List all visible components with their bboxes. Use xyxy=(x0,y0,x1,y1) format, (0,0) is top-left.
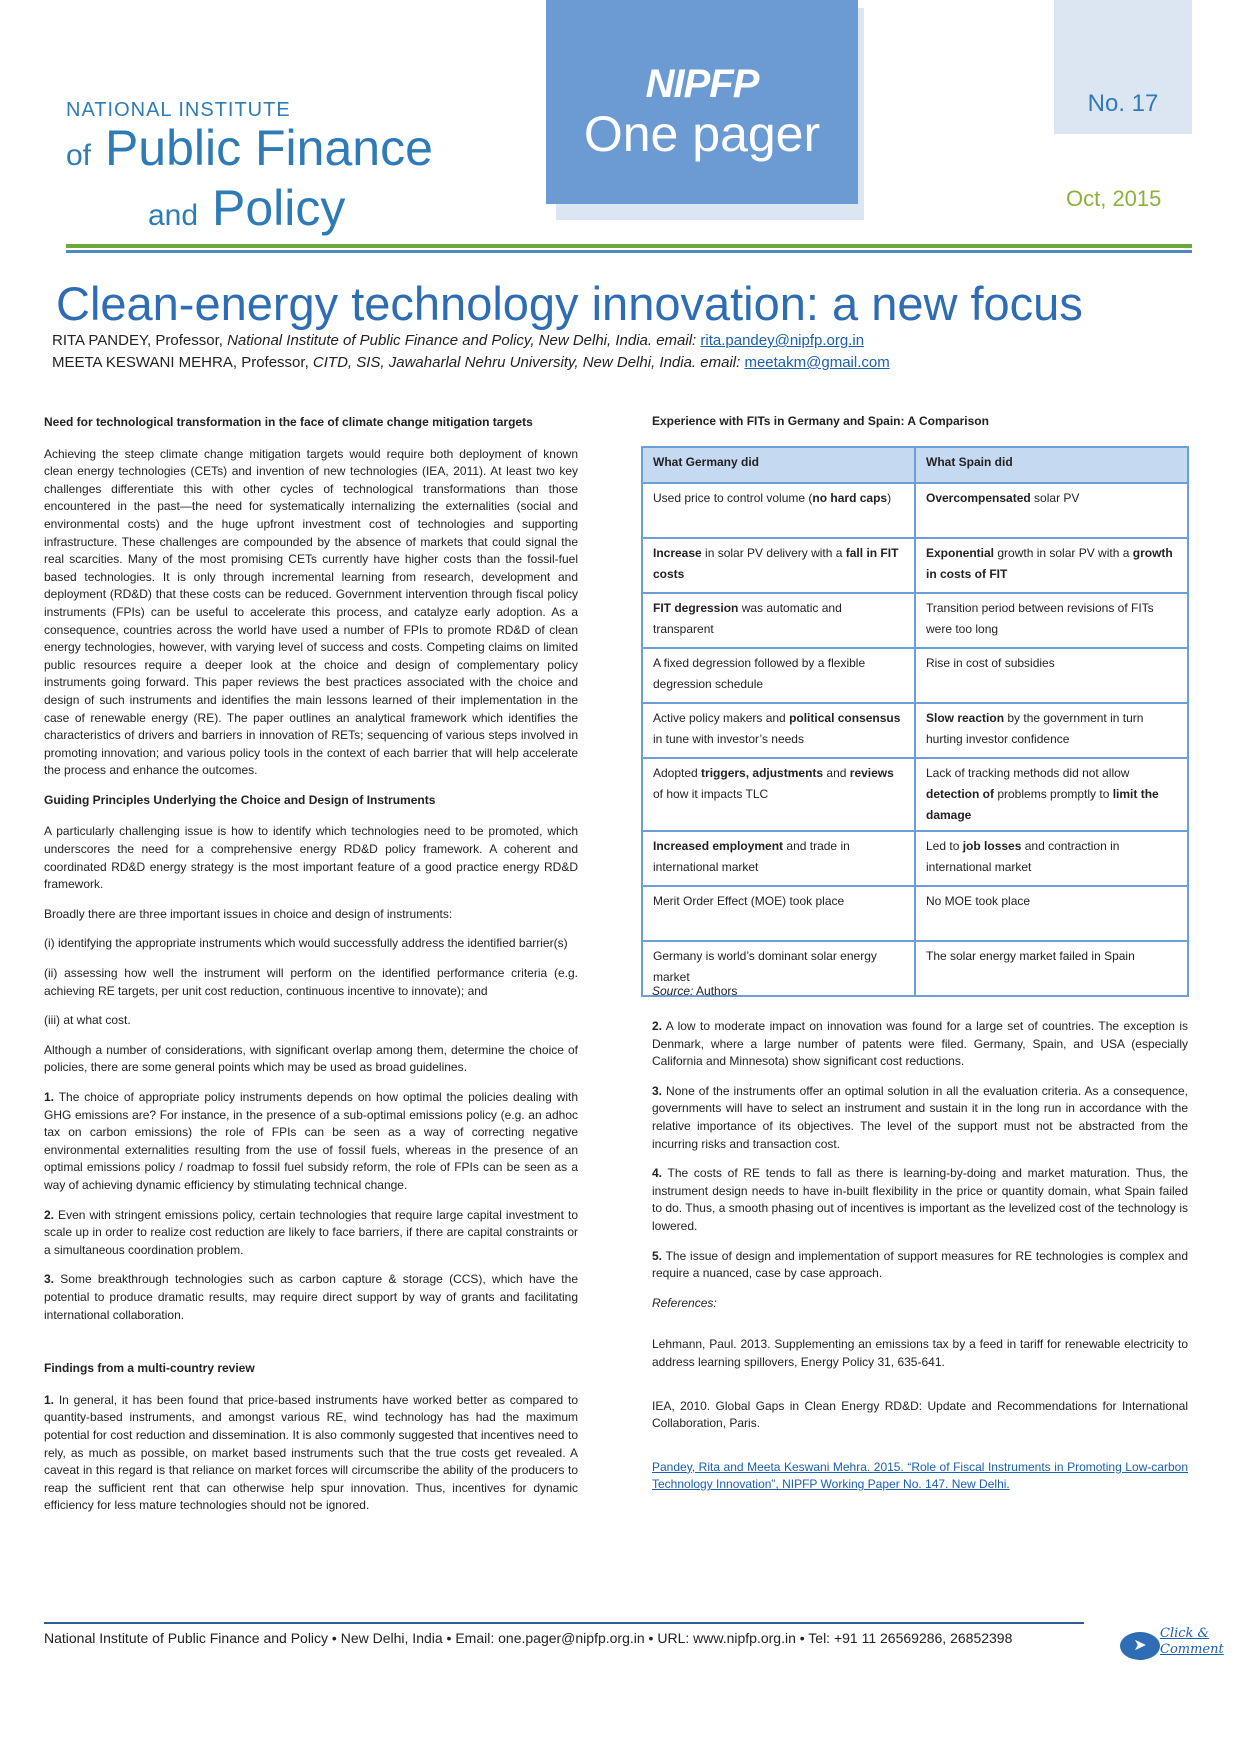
paragraph: A particularly challenging issue is how to identify which technologies need to be promoted, which underscores the need for a comprehensive energy RD&D policy framework. A coherent and coordinated RD&D energy strategy is the most important feature of a good practice energy RD&D framework. xyxy=(44,824,578,892)
cell-germany: Active policy makers and political consensus in tune with investor’s needs xyxy=(642,703,915,758)
issue-date: Oct, 2015 xyxy=(1066,186,1162,211)
cell-spain: The solar energy market failed in Spain xyxy=(915,941,1188,996)
cell-spain: Transition period between revisions of FITs were too long xyxy=(915,593,1188,648)
section-heading: Findings from a multi-country review xyxy=(44,1361,255,1376)
cell-spain: Overcompensated solar PV xyxy=(915,483,1188,538)
paragraph: (ii) assessing how well the instrument will perform on the identified performance criteria (e.g. achieving RE targets, per unit cost reduction, continuous incentive to innovate); and xyxy=(44,966,578,998)
author-email-link[interactable]: meetakm@gmail.com xyxy=(744,354,890,371)
numbered-point: 3. Some breakthrough technologies such as carbon capture & storage (CCS), which have the potential to produce dramatic results, may require direct support by way of grants and facilitating international collaboration. xyxy=(44,1272,578,1322)
section-heading: Need for technological transformation in the face of climate change mitigation targets xyxy=(44,415,533,429)
paragraph: (iii) at what cost. xyxy=(44,1013,131,1028)
cell-spain: Led to job losses and contraction in international market xyxy=(915,831,1188,886)
numbered-point: 2. A low to moderate impact on innovation was found for a large set of countries. The exception is Denmark, where a large number of patents were filed. Germany, Spain, and USA (especially California and Minnesota) show significant cost reductions. xyxy=(652,1019,1188,1069)
institute-line1: NATIONAL INSTITUTE xyxy=(66,99,291,121)
cell-germany: Germany is world’s dominant solar energy market xyxy=(642,941,915,996)
cell-germany: FIT degression was automatic and transparent xyxy=(642,593,915,648)
paragraph: (i) identifying the appropriate instruments which would successfully address the identified barrier(s) xyxy=(44,936,568,951)
cell-germany: Increased employment and trade in international market xyxy=(642,831,915,886)
cell-spain: Rise in cost of subsidies xyxy=(915,648,1188,703)
issue-number-box xyxy=(1054,0,1192,134)
table-row xyxy=(642,703,1188,758)
author-email-link[interactable]: rita.pandey@nipfp.org.in xyxy=(700,332,865,349)
numbered-point: 1. The choice of appropriate policy instruments depends on how optimal the policies dealing with GHG emissions are? For instance, in the presence of a sub-optimal emissions policy (e.g. an adhoc tax on carbon emissions) the role of FPIs can be seen as a way of correcting negative environmental externalities resulting from the use of fossil fuels, whereas in the presence of an optimal emissions policy / roadmap to fossil fuel subsidy reform, the role of FPIs can be seen as a way of achieving dynamic efficiency by stimulating technical change. xyxy=(44,1090,578,1192)
numbered-point: 4. The costs of RE tends to fall as there is learning-by-doing and market maturation. Thus, the instrument design needs to have in-built flexibility in the price or quantity domain, what Spain failed to do. Thus, a smooth phasing out of incentives is important as the levelized cost of the technology is lowered. xyxy=(652,1166,1188,1233)
numbered-point: 1. In general, it has been found that price-based instruments have worked better as compared to quantity-based instruments, and amongst various RE, wind technology has had the maximum potential for cost reduction and dissemination. It is also commonly suggested that incentives need to rely, as much as possible, on market based instruments such that the true costs get revealed. A caveat in this regard is that reliance on market forces will circumscribe the ability of the producers to reap the sufficient rent that can otherwise help spur innovation. Thus, incentives for dynamic efficiency for less mature technologies should not be ignored. xyxy=(44,1392,578,1513)
issue-number: No. 17 xyxy=(1087,90,1159,117)
cell-spain: No MOE took place xyxy=(915,886,1188,941)
left-column xyxy=(44,414,578,1527)
table-row xyxy=(642,538,1188,593)
section-heading: Guiding Principles Underlying the Choice and Design of Instruments xyxy=(44,792,436,807)
footer-contact: National Institute of Public Finance and Policy • New Delhi, India • Email: one.pager@nipfp.org.in • URL: www.nipfp.org.in • Tel: +91 11 26569286, 26852398 xyxy=(44,1630,1013,1646)
header-rule-green xyxy=(66,244,1192,248)
numbered-point: 2. Even with stringent emissions policy, certain technologies that require large capital investment to scale up in order to realize cost reduction are likely to face barriers, if there are capital constraints or a simultaneous coordination problem. xyxy=(44,1207,578,1257)
table-source: Source: Authors xyxy=(652,984,738,998)
table-row xyxy=(642,758,1188,831)
column-header-spain: What Spain did xyxy=(915,447,1188,483)
numbered-point: 5. The issue of design and implementation of support measures for RE technologies is complex and require a nuanced, case by case approach. xyxy=(652,1248,1188,1281)
reference-link-paragraph xyxy=(652,1459,1188,1494)
reference: IEA, 2010. Global Gaps in Clean Energy RD&D: Update and Recommendations for International Collaboration, Paris. xyxy=(652,1398,1188,1431)
fit-comparison-table xyxy=(641,446,1189,997)
paragraph: Although a number of considerations, with significant overlap among them, determine the choice of policies, there are some general points which may be used as broad guidelines. xyxy=(44,1042,578,1075)
one-pager-banner xyxy=(546,0,858,204)
table-row xyxy=(642,483,1188,538)
cell-spain: Exponential growth in solar PV with a growth in costs of FIT xyxy=(915,538,1188,593)
cell-spain: Lack of tracking methods did not allow detection of problems promptly to limit the damage xyxy=(915,758,1188,831)
institute-logo xyxy=(66,98,433,242)
paragraph: Achieving the steep climate change mitigation targets would require both deployment of known clean energy technologies (CETs) and invention of new technologies (IEA, 2011). At least two key challenges differentiate this with other cycles of technological transformations than those encountered in the past—the need for systematically internalizing the externalities (social and environmental costs) and the huge upfront investment cost of technologies and supporting infrastructure. These challenges are compounded by the absence of markets that could signal the real scarcities. Many of the most promising CETs currently have higher costs than the fossil-fuel based technologies. It is only through incremental learning from research, development and deployment (RD&D) that these costs can be reduced. Government intervention through fiscal policy instruments (FPIs) can be useful to accelerate this process, and catalyze early adoption. As a consequence, countries across the world have used a number of FPIs to promote RD&D of clean energy technologies, however, with varying level of success and costs. Competing claims on limited public resources require a deeper look at the choice and design of complementary policy instruments going forward. This paper reviews the best practices associated with the choice and design of such instruments and identifies the main lessons learned of their implementation in the case of renewable energy (RE). The paper outlines an analytical framework which identifies the characteristics of drivers and barriers in innovation of RETs; sequencing of various steps involved in promoting innovation; and various policy tools in the context of each barrier that will help accelerate the process and enhance the outcomes. xyxy=(44,446,578,778)
cell-spain: Slow reaction by the government in turn hurting investor confidence xyxy=(915,703,1188,758)
paragraph: Broadly there are three important issues in choice and design of instruments: xyxy=(44,906,453,921)
author-line: MEETA KESWANI MEHRA, Professor, CITD, SIS, Jawaharlal Nehru University, New Delhi, India. email: meetakm@gmail.com xyxy=(52,354,890,371)
series-title: One pager xyxy=(583,106,821,162)
table-row xyxy=(642,593,1188,648)
cell-germany: Increase in solar PV delivery with a fall in FIT costs xyxy=(642,538,915,593)
table-row xyxy=(642,831,1188,886)
footer-rule xyxy=(44,1622,1084,1624)
cell-germany: Adopted triggers, adjustments and reviews of how it impacts TLC xyxy=(642,758,915,831)
cell-germany: Used price to control volume (no hard caps) xyxy=(642,483,915,538)
click-comment-link[interactable]: Click & Comment xyxy=(1160,1626,1224,1657)
author-line: RITA PANDEY, Professor, National Institute of Public Finance and Policy, New Delhi, India. email: rita.pandey@nipfp.org.in xyxy=(52,332,865,349)
page-title: Clean-energy technology innovation: a new focus xyxy=(56,277,1083,330)
reference: Lehmann, Paul. 2013. Supplementing an emissions tax by a feed in tariff for renewable electricity to address learning spillovers, Energy Policy 31, 635-641. xyxy=(652,1337,1188,1369)
table-row xyxy=(642,648,1188,703)
reference-link[interactable]: Pandey, Rita and Meeta Keswani Mehra. 2015. “Role of Fiscal Instruments in Promoting Low-carbon Technology Innovation”, NIPFP Working Paper No. 147. New Delhi. xyxy=(652,1459,1188,1492)
table-header-row xyxy=(642,447,1188,483)
numbered-point: 3. None of the instruments offer an optimal solution in all the evaluation criteria. As a consequence, governments will have to select an instrument and sustain it in the long run in accordance with the relative importance of its objectives. The level of the support must not be abstracted from the incurring risks and transaction cost. xyxy=(652,1083,1188,1151)
cell-germany: Merit Order Effect (MOE) took place xyxy=(642,886,915,941)
institute-line2: of Public Finance xyxy=(66,120,433,176)
arrow-right-icon: ➤ xyxy=(1120,1632,1160,1660)
header-rule-blue xyxy=(66,250,1192,253)
right-column xyxy=(652,1018,1188,1506)
table-row xyxy=(642,886,1188,941)
column-header-germany: What Germany did xyxy=(642,447,915,483)
cell-germany: A fixed degression followed by a flexible degression schedule xyxy=(642,648,915,703)
nipfp-logo: NIPFP xyxy=(645,62,759,106)
table-title: Experience with FITs in Germany and Spain: A Comparison xyxy=(652,414,989,428)
authors-block xyxy=(52,330,890,374)
references-heading: References: xyxy=(652,1295,717,1310)
institute-line3: and Policy xyxy=(148,180,346,236)
